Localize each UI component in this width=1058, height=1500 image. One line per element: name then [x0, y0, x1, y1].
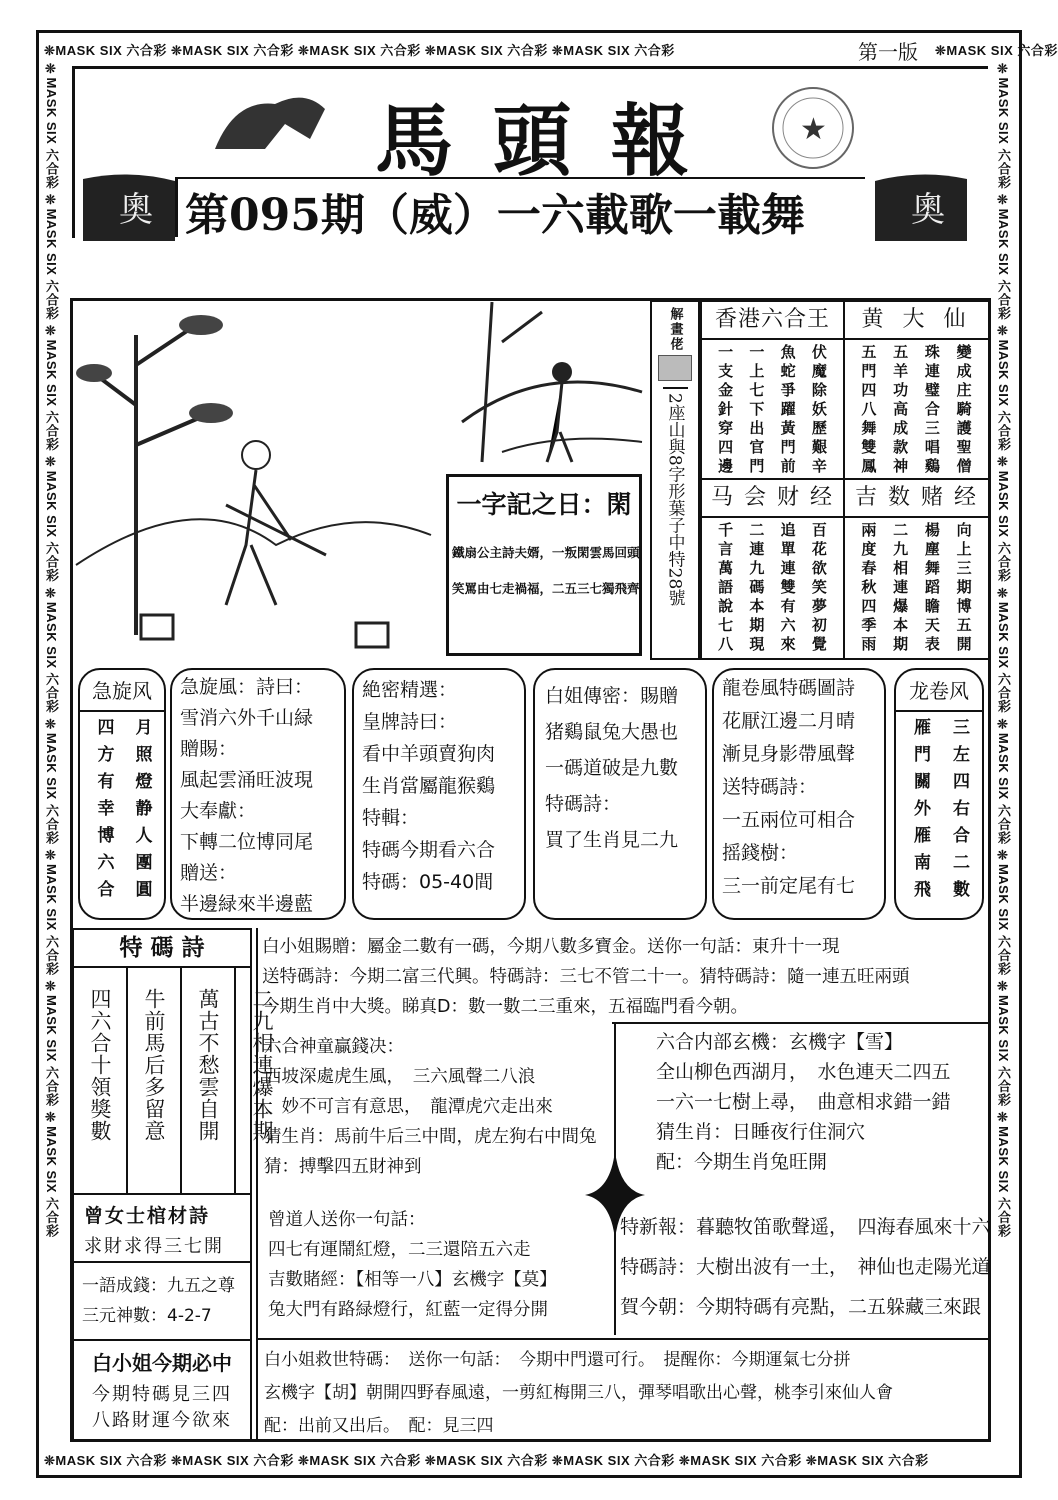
text-lines	[264, 1344, 893, 1443]
divider	[256, 928, 258, 1440]
grid-col: 二九相連爆本期	[891, 522, 910, 655]
grid-lucky-numbers	[843, 478, 990, 660]
text-line: 猜生肖：馬前牛后三中間，虎左狗右中間兔	[264, 1127, 597, 1147]
text-line: 皇牌詩曰：	[362, 711, 458, 733]
text-line: 西坡深處虎生風， 三六風聲二八浪	[264, 1067, 536, 1087]
text-line: 猜：搏擊四五財神到	[264, 1157, 422, 1177]
border-text: ❊MASK SIX 六合彩	[297, 1453, 425, 1468]
border-text: ❊MASK SIX 六合彩	[44, 455, 59, 587]
border-text: ❊MASK SIX 六合彩	[996, 1110, 1011, 1238]
text-line: 一六一七樹上尋， 曲意相求錯一錯	[656, 1091, 951, 1113]
text-line: 白小姐賜贈：屬金二數有一碼，今期八數多寶金。送你一句話：東升十一現	[262, 937, 840, 957]
border-text: ❊MASK SIX 六合彩	[44, 848, 59, 980]
border-text: ❊MASK SIX 六合彩	[424, 1453, 552, 1468]
tornado-col: 雁門關外雁南飛	[910, 718, 930, 907]
text-line: 雪消六外千山緑	[180, 707, 314, 729]
grid-col: 向上三期博五開	[954, 522, 973, 655]
grid-col: 魚蛇爭躍黃門前	[778, 344, 797, 477]
text-block-inside-tips	[656, 1027, 951, 1177]
grid-jockey-club	[700, 478, 845, 660]
text-line: 特新報：暮聽牧笛歌聲遥， 四海春風來十六	[620, 1216, 991, 1238]
word-box-line: 鐵扇公主詩夫婿，一叛閑雲馬回頭	[452, 545, 640, 560]
riddle-column	[650, 300, 700, 660]
text-line: 三一前定尾有七	[722, 875, 856, 897]
text-lines	[262, 932, 910, 1022]
poem-box-whirlwind	[170, 668, 346, 920]
flag-right-icon	[871, 169, 971, 241]
text-line: 一五兩位可相合	[722, 809, 856, 831]
poem-col: 四六合十領獎數	[74, 968, 128, 1193]
grid-title: 黄 大 仙	[845, 302, 988, 340]
riddle-answer: 2座山與8字形葉子中特28號	[663, 387, 688, 606]
grid-col: 伏魔除妖歷艱辛	[809, 344, 828, 477]
divider	[612, 1022, 988, 1024]
riddle-label: 解畫佬	[667, 307, 683, 352]
yiyu-line: 一語成錢：九五之尊	[82, 1276, 235, 1296]
whirlwind-col: 四方有幸博六合	[93, 718, 114, 907]
flag-left-icon	[79, 169, 179, 241]
text-line: 白姐傳密：賜贈	[545, 685, 679, 707]
word-box	[446, 474, 642, 656]
svg-text:★: ★	[800, 112, 827, 147]
grid-col: 五羊功高成款神	[891, 344, 910, 477]
border-text: ❊MASK SIX 六合彩	[44, 324, 59, 456]
bai-line: 八路財運今欲來	[92, 1410, 232, 1431]
grid-col: 變成庄騎護聖僧	[954, 344, 973, 477]
special-poem-box	[72, 928, 274, 1195]
whirlwind-box	[78, 668, 166, 920]
border-text: ❊MASK SIX 六合彩	[44, 43, 171, 58]
text-line: 下轉二位博同尾	[180, 831, 314, 853]
border-text: ❊MASK SIX 六合彩	[44, 979, 59, 1111]
word-box-title: 一字記之日：閑	[456, 490, 632, 519]
border-text: ❊MASK SIX 六合彩	[678, 1453, 806, 1468]
yiyu-box	[72, 1261, 252, 1341]
divider	[614, 1200, 616, 1335]
official-seal-icon	[768, 83, 858, 173]
grid-title: 吉 数 赌 经	[845, 480, 988, 518]
border-text: ❊MASK SIX 六合彩	[44, 1110, 59, 1238]
border-strip-bottom	[44, 1450, 1014, 1469]
poem-col: 萬古不愁雲自開	[182, 968, 236, 1193]
zeng-line: 求財求得三七開	[84, 1236, 224, 1257]
text-lines	[656, 1027, 951, 1177]
special-poem-title: 特 碼 詩	[74, 930, 250, 968]
text-line: 生肖當屬龍猴鷄	[362, 775, 496, 797]
bai-must-win-box	[72, 1339, 252, 1441]
grid-col: 兩度春秋四季雨	[859, 522, 878, 655]
text-line: 賀今朝：今期特碼有亮點，二五躲藏三來跟	[620, 1296, 982, 1318]
bai-secret-box	[533, 668, 707, 920]
box-lines	[722, 672, 876, 903]
whirlwind-col: 月照燈静人團圓	[131, 718, 152, 907]
text-line: 今期生肖中大獎。睇真D：數一數二三重來，五福臨門看今朝。	[262, 997, 748, 1017]
text-line: 吉數賭經：【相等一八】玄機字【莫】	[268, 1270, 557, 1290]
text-line: 特輯：	[362, 807, 420, 829]
svg-text:奧: 奧	[119, 190, 153, 230]
border-text: ❊MASK SIX 六合彩	[935, 43, 1058, 58]
text-line: 妙不可言有意思， 龍潭虎穴走出來	[264, 1097, 553, 1117]
box-lines	[180, 672, 336, 920]
bai-title: 白小姐今期必中	[92, 1351, 232, 1375]
text-line: 猪鷄鼠兔大愚也	[545, 721, 679, 743]
zeng-title: 曾女士棺材詩	[84, 1205, 211, 1227]
riddle-stamp-icon	[658, 355, 692, 381]
text-block-bai-gift	[262, 932, 910, 1022]
text-line: 風起雲涌旺波現	[180, 769, 314, 791]
text-line: 半邊緑來半邊藍	[180, 893, 314, 915]
text-line: 配：出前又出后。 配：見三四	[264, 1416, 494, 1436]
divider	[256, 1338, 990, 1340]
tornado-title: 龙卷风	[896, 670, 982, 712]
text-line: 花厭江邊二月晴	[722, 710, 856, 732]
border-text: ❊MASK SIX 六合彩	[297, 43, 425, 58]
text-line: 特碼今期看六合	[362, 839, 496, 861]
riddle-illustration	[442, 302, 647, 470]
text-line: 六合内部玄機：玄機字【雪】	[656, 1031, 904, 1053]
text-line: 六合神童贏錢决：	[264, 1037, 404, 1057]
text-line: 一碼道破是九數	[545, 757, 679, 779]
border-text: ❊MASK SIX 六合彩	[996, 848, 1011, 980]
grid-col: 一支金針穿四邊	[716, 344, 735, 477]
dragon-wind-box	[712, 668, 886, 920]
text-block-zeng-daoren	[268, 1205, 557, 1325]
border-strip-left	[42, 62, 61, 1447]
text-line: 特碼：05-40間	[362, 871, 494, 893]
text-line: 四七有運鬧紅燈，二三還陪五六走	[268, 1240, 531, 1260]
border-text: ❊MASK SIX 六合彩	[44, 1453, 171, 1468]
text-block-shentong	[264, 1032, 597, 1182]
grid-col: 珠連璧合三唱鷄	[922, 344, 941, 477]
issue-title: 第095期（威）一六載歌一載舞	[185, 190, 805, 241]
text-line: 贈送：	[180, 862, 238, 884]
grid-title: 香港六合王	[702, 302, 843, 340]
text-line: 贈賜：	[180, 738, 238, 760]
border-text: ❊MASK SIX 六合彩	[996, 62, 1011, 194]
header-band	[72, 66, 988, 241]
text-line: 曾道人送你一句話：	[268, 1210, 426, 1230]
text-line: 猜生肖：日睡夜行住洞穴	[656, 1121, 866, 1143]
border-text: ❊MASK SIX 六合彩	[44, 193, 59, 325]
border-text: ❊MASK SIX 六合彩	[996, 586, 1011, 718]
text-line: 送特碼詩：	[722, 776, 818, 798]
border-text: ❊MASK SIX 六合彩	[170, 1453, 298, 1468]
border-text: ❊MASK SIX 六合彩	[44, 586, 59, 718]
text-block-bai-rescue	[264, 1344, 893, 1443]
text-line: 摇錢樹：	[722, 842, 799, 864]
text-block-special-news	[620, 1207, 991, 1327]
yiyu-line: 三元神數：4-2-7	[82, 1306, 212, 1326]
tornado-col: 三左四右合二數	[949, 718, 969, 907]
border-text: ❊MASK SIX 六合彩	[44, 717, 59, 849]
text-line: 龍卷風特碼圖詩	[722, 677, 856, 699]
text-line: 特碼詩：大樹出波有一土， 神仙也走陽光道	[620, 1256, 991, 1278]
bai-line: 今期特碼見三四	[92, 1384, 232, 1405]
border-strip-top	[44, 40, 844, 59]
border-text: ❊MASK SIX 六合彩	[551, 43, 675, 58]
text-line: 全山柳色西湖月， 水色連天二四五	[656, 1061, 951, 1083]
box-lines	[545, 678, 695, 858]
poem-col: 牛前馬后多留意	[128, 968, 182, 1193]
whirlwind-title: 急旋风	[80, 670, 164, 712]
border-strip-right	[994, 62, 1013, 1447]
text-line: 兔大門有路緑燈行，紅藍一定得分開	[268, 1300, 548, 1320]
text-line: 買了生肖見二九	[545, 829, 679, 851]
border-text: ❊MASK SIX 六合彩	[805, 1453, 929, 1468]
grid-col: 千言萬語說七八	[716, 522, 735, 655]
tornado-box	[894, 668, 984, 920]
grid-col: 楊塵舞蹈瞻天表	[922, 522, 941, 655]
zeng-box	[72, 1193, 252, 1263]
border-text: ❊MASK SIX 六合彩	[996, 717, 1011, 849]
border-text: ❊MASK SIX 六合彩	[996, 324, 1011, 456]
border-text: ❊MASK SIX 六合彩	[996, 455, 1011, 587]
woodcutter-illustration	[76, 305, 431, 660]
grid-col: 百花欲笑夢初覺	[809, 522, 828, 655]
word-box-line: 笑罵由七走禍福，二五三七獨飛齊	[452, 581, 640, 596]
text-lines	[268, 1205, 557, 1325]
grid-hk	[700, 300, 845, 480]
border-strip-top-right	[935, 40, 1058, 59]
text-line: 送特碼詩：今期二富三代興。特碼詩：三七不管二十一。猜特碼詩：隨一連五旺兩頭	[262, 967, 910, 987]
border-text: ❊MASK SIX 六合彩	[551, 1453, 679, 1468]
border-text: ❊MASK SIX 六合彩	[170, 43, 298, 58]
text-line: 大奉獻：	[180, 800, 257, 822]
border-text: ❊MASK SIX 六合彩	[424, 43, 552, 58]
horse-illustration	[195, 79, 335, 159]
poem-col: 二九相連爆本期	[250, 988, 274, 1142]
border-text: ❊MASK SIX 六合彩	[996, 979, 1011, 1111]
border-text: ❊MASK SIX 六合彩	[996, 193, 1011, 325]
text-lines	[264, 1032, 597, 1182]
text-line: 急旋風：詩曰：	[180, 676, 314, 698]
text-line: 絶密精選：	[362, 679, 458, 701]
border-text: ❊MASK SIX 六合彩	[44, 62, 59, 194]
text-line: 漸見身影帶風聲	[722, 743, 856, 765]
text-line: 配：今期生肖兔旺開	[656, 1151, 828, 1173]
edition-label: 第一版	[858, 40, 918, 64]
text-line: 特碼詩：	[545, 793, 622, 815]
text-line: 白小姐救世特碼： 送你一句話： 今期中門還可行。 提醒你：今期運氣七分拼	[264, 1350, 851, 1370]
box-lines	[362, 674, 516, 898]
grid-col: 五門四八舞雙鳳	[859, 344, 878, 477]
svg-text:奧: 奧	[911, 190, 945, 230]
grid-wong-tai-sin	[843, 300, 990, 480]
newspaper-title: 馬頭報	[375, 96, 730, 187]
text-line: 玄機字【胡】朝開四野春風遠，一剪紅梅開三八，彈琴唱歌出心聲，桃李引來仙人會	[264, 1383, 893, 1403]
grid-title: 马 会 财 经	[702, 480, 843, 518]
grid-col: 一上七下出官門	[747, 344, 766, 477]
grid-col: 二連九碼本期現	[747, 522, 766, 655]
text-lines	[620, 1207, 991, 1327]
text-line: 看中羊頭賣狗肉	[362, 743, 496, 765]
secret-picks-box	[352, 668, 526, 920]
grid-col: 追單連雙有六來	[778, 522, 797, 655]
